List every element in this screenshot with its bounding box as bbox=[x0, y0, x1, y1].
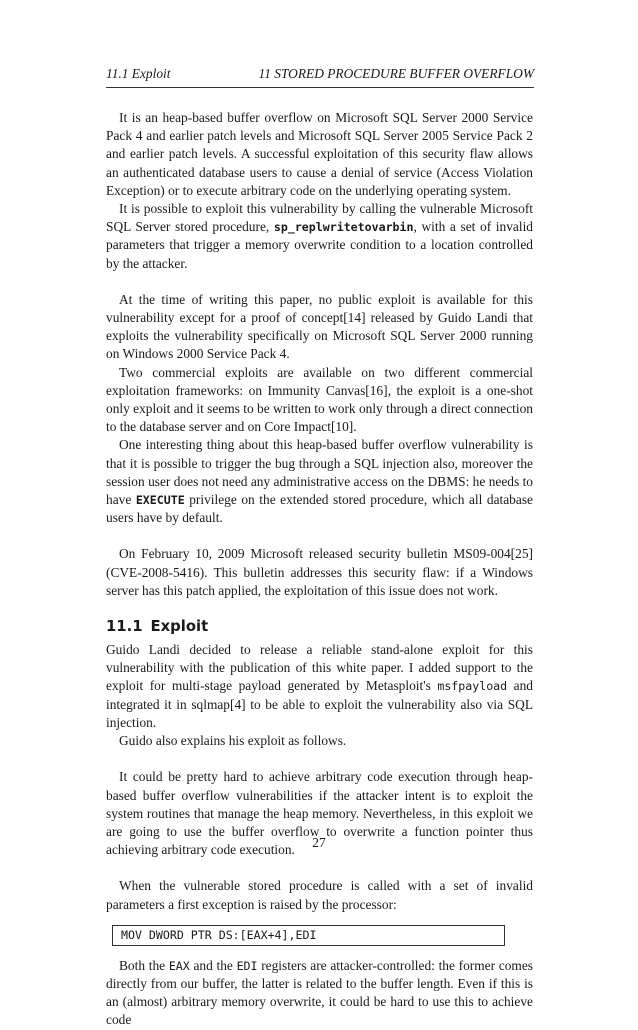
section-gap bbox=[106, 600, 533, 618]
running-header bbox=[106, 66, 534, 86]
paragraph-gap bbox=[106, 859, 533, 877]
paragraph-text: and integrated it in sqlmap[4] to be able to exploit the vulnerability also via SQL injection. bbox=[106, 678, 534, 730]
page-number: 27 bbox=[312, 835, 326, 850]
paragraph-text: registers are attacker-controlled: the former comes directly from our buffer, the latter is related to the buffer length. Even if this is an (almost) arbitrary memory overwrite, it could be hard to use this to achieve code bbox=[106, 957, 533, 1028]
section-title: Exploit bbox=[150, 618, 209, 636]
inline-code-execute: EXECUTE bbox=[135, 493, 185, 508]
paragraph-gap bbox=[106, 273, 533, 291]
code-listing: MOV DWORD PTR DS:[EAX+4],EDI bbox=[112, 925, 505, 946]
inline-code-procedure-name: sp_replwritetovarbin bbox=[273, 220, 414, 235]
inline-code-msfpayload: msfpayload bbox=[437, 679, 508, 694]
section-heading bbox=[106, 618, 533, 636]
inline-code-eax: EAX bbox=[168, 958, 190, 973]
paragraph-overview: It is an heap-based buffer overflow on Microsoft SQL Server 2000 Service Pack 4 and earlier patch levels and Microsoft SQL Server 2005 Service Pack 2 and earlier patch levels. A successful exploitation of this security flaw allows an authenticated database users to cause a denial of service (Access Violation Exception) or to execute arbitrary code on the underlying operating system. bbox=[106, 110, 533, 198]
paragraph-commercial-exploits: Two commercial exploits are available on two different commercial exploitation frameworks: on Immunity Canvas[16], the exploit is a one-shot only exploit and it seems to be written to work only through a direct connection to the database server and on Core Impact[10]. bbox=[106, 364, 533, 435]
header-section-label: 11.1 Exploit bbox=[106, 66, 171, 81]
paragraph-heap-overflow: It could be pretty hard to achieve arbitrary code execution through heap-based buffer overflow vulnerabilities if the attacker intent is to exploit the system routines that manage the heap memory. Nevertheless, in this exploit we are going to use the buffer overflow to overwrite a function pointer thus achieving arbitrary code execution. bbox=[106, 769, 533, 858]
header-rule bbox=[106, 87, 534, 88]
paragraph-gap bbox=[106, 527, 533, 545]
paragraph-text: One interesting thing about this heap-based buffer overflow vulnerability is that it is possible to trigger the bug through a SQL injection also, moreover the session user does not need any administrative access on the DBMS: he needs to have bbox=[106, 437, 533, 508]
code-gap bbox=[106, 946, 533, 957]
paragraph-text: Both the bbox=[119, 957, 169, 973]
code-gap bbox=[106, 914, 533, 925]
paragraph-first-exception: When the vulnerable stored procedure is called with a set of invalid parameters a first exception is raised by the processor: bbox=[106, 878, 533, 912]
page-content bbox=[106, 109, 533, 1030]
paragraph-text: and the bbox=[189, 957, 237, 973]
header-chapter-title: 11 STORED PROCEDURE BUFFER OVERFLOW bbox=[258, 66, 534, 81]
paragraph-stored-procedure bbox=[106, 200, 533, 273]
paragraph-text: Guido Landi decided to release a reliable stand-alone exploit for this vulnerability with the publication of this white paper. I added support to the exploit for multi-stage payload generated by Metasploit's bbox=[106, 642, 533, 694]
paragraph-text: It is possible to exploit this vulnerability by calling the vulnerable Microsoft SQL Server stored procedure, bbox=[106, 201, 533, 235]
paragraph-guido-explains: Guido also explains his exploit as follows. bbox=[119, 733, 347, 749]
paragraph-gap bbox=[106, 750, 533, 768]
paragraph-text: privilege on the extended stored procedure, which all database users have by default. bbox=[106, 492, 533, 526]
paragraph-public-exploit: At the time of writing this paper, no public exploit is available for this vulnerability except for a proof of concept[14] released by Guido Landi that exploits the vulnerability specifically on Microsoft SQL Server 2000 running on Windows 2000 Service Pack 4. bbox=[106, 291, 533, 362]
paragraph-bulletin: On February 10, 2009 Microsoft released security bulletin MS09-004[25] (CVE-2008-5416). This bulletin addresses this security flaw: if a Windows server has this patch applied, the exploitation of this issue does not work. bbox=[106, 546, 533, 598]
section-number: 11.1 bbox=[106, 618, 143, 636]
paragraph-text: , with a set of invalid parameters that trigger a memory overwrite condition to a location controlled by the attacker. bbox=[106, 219, 533, 271]
paragraph-release bbox=[106, 641, 533, 732]
paragraph-sql-injection bbox=[106, 436, 533, 527]
inline-code-edi: EDI bbox=[236, 958, 258, 973]
paragraph-registers bbox=[106, 957, 533, 1030]
